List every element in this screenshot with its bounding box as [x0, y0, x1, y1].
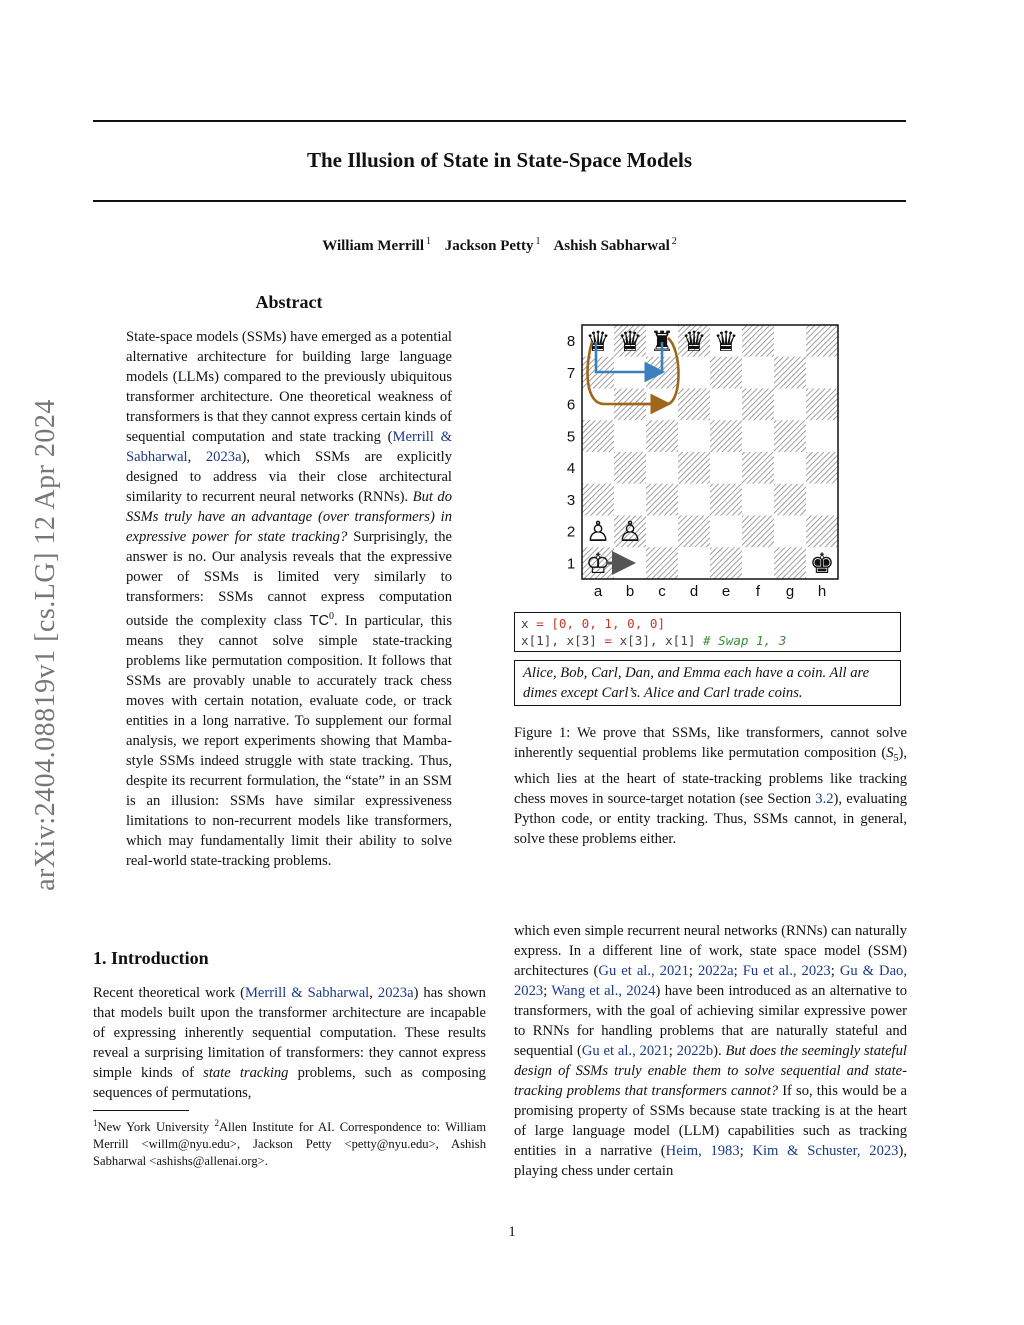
black-queen-b8: ♛ — [617, 325, 643, 358]
board-square — [742, 452, 774, 484]
board-square — [774, 325, 806, 357]
board-square — [774, 452, 806, 484]
board-square — [646, 452, 678, 484]
file-label: c — [658, 583, 666, 600]
board-square — [774, 420, 806, 452]
black-queen-a8: ♛ — [585, 325, 611, 358]
board-square — [742, 389, 774, 421]
section-heading: 1. Introduction — [93, 948, 209, 968]
black-queen-d8: ♛ — [681, 325, 707, 358]
board-square — [806, 389, 838, 421]
file-label: f — [755, 583, 761, 600]
file-label: g — [785, 583, 795, 600]
author-affiliation: 1 — [535, 236, 541, 247]
board-square — [774, 357, 806, 389]
rank-label: 6 — [566, 396, 576, 414]
intro-right-column: which even simple recurrent neural networks (RNNs) can naturally express. In a different line of work, state space model (SSM) architectures (Gu et al., 2021; 2022a; Fu et al., 2023; Gu & Dao, 2023; Wang et al., 2024) have been introduced as an alternative to transformers, with the goal of achieving similar expressive power to RNNs for handling problems that are naturally stateful and sequential (Gu et al., 2021; 2022b). But does the seemingly stateful design of SSMs truly enable them to solve sequential and state-tracking problems that transformers cannot? If so, this would be a promising property of SSMs because state tracking is at the heart of large language model (LLM) capabilities such as tracking entities in a narrative (Heim, 1983; Kim & Schuster, 2023), playing chess under certain — [514, 923, 907, 1179]
citation-link[interactable]: Merrill & Sabharwal — [126, 429, 452, 465]
file-labels — [594, 583, 826, 600]
citation-link[interactable]: 2023a — [205, 449, 242, 465]
board-square — [806, 516, 838, 548]
rank-label: 7 — [566, 364, 576, 382]
citation-link[interactable]: Merrill & Sabharwal — [244, 985, 370, 1001]
author-affiliation: 2 — [671, 236, 677, 247]
white-pawn-b2: ♙ — [617, 515, 643, 548]
author-affiliation: 1 — [426, 236, 432, 247]
author-name: Ashish Sabharwal — [553, 238, 670, 254]
board-square — [614, 420, 646, 452]
abstract-body: State-space models (SSMs) have emerged as a potential alternative architecture for building large language models (LLMs) compared to the previously ubiquitous transformer architecture. One theoretical weakness of transformers is that they cannot express certain kinds of sequential computation and state tracking (Merrill & Sabharwal, 2023a), which SSMs are explicitly designed to address via their close architectural similarity to recurrent neural networks (RNNs). But do SSMs truly have an advantage (over transformers) in expressive power for state tracking? Surprisingly, the answer is no. Our analysis reveals that the expressive power of SSMs is limited very similarly to transformers: SSMs cannot express computation outside the complexity class $TC^0$. In particular, this means they cannot solve simple state-tracking problems like permutation composition. It follows that SSMs are provably unable to accurately track chess moves with certain notation, evaluate code, or track entities in a long narrative. To supplement our formal analysis, we report experiments showing that Mamba-style SSMs indeed struggle with state tracking. Thus, despite its recurrent formulation, the “state” in an SSM is an illusion: SSMs have similar expressiveness limitations to non-recurrent models like transformers, which may fundamentally limit their ability to solve real-world state-tracking problems. — [126, 329, 452, 869]
intro-left-column: Recent theoretical work (Merrill & Sabharwal, 2023a) has shown that models built upon the transformer architecture are incapable of expressing inherently sequential computation. These results reveal a surprising limitation of transformers: they cannot express simple kinds of state tracking problems, such as composing sequences of permutations, — [93, 985, 486, 1101]
board-square — [710, 420, 742, 452]
citation-link[interactable]: Fu et al., 2023 — [742, 963, 831, 979]
rank-label: 2 — [566, 523, 576, 541]
board-square — [582, 420, 614, 452]
board-square — [806, 357, 838, 389]
board-square — [710, 547, 742, 579]
complexity-class: TC — [309, 612, 329, 629]
file-label: b — [625, 583, 635, 600]
board-square — [806, 420, 838, 452]
chess-board-svg — [548, 320, 848, 610]
board-square — [806, 452, 838, 484]
board-square — [678, 357, 710, 389]
rank-label: 3 — [566, 491, 576, 509]
author-name: William Merrill — [322, 238, 425, 254]
citation-link[interactable]: Kim & Schuster, 2023 — [752, 1143, 899, 1159]
footnote-rule — [93, 1110, 189, 1111]
page-number: 1 — [508, 1224, 516, 1240]
code-line: x[1], x[3] = x[3], x[1] # Swap 1, 3 — [521, 633, 787, 648]
footnote: $^1$New York University $^2$Allen Institute for AI. Correspondence to: William Merrill <willm@nyu.edu>, Jackson Petty <petty@nyu.edu>, Ashish Sabharwal <ashishs@allenai.org>. — [93, 1118, 486, 1168]
board-square — [742, 325, 774, 357]
rank-label: 1 — [566, 555, 576, 573]
citation-link[interactable]: Heim, 1983 — [665, 1143, 740, 1159]
citation-link[interactable]: Gu & Dao, 2023 — [514, 963, 907, 999]
board-square — [614, 484, 646, 516]
board-square — [742, 547, 774, 579]
author-list — [93, 236, 906, 255]
board-square — [678, 516, 710, 548]
code-snippet — [514, 612, 901, 652]
board-square — [742, 357, 774, 389]
board-square — [646, 516, 678, 548]
board-square — [742, 484, 774, 516]
black-king-h1: ♚ — [809, 547, 835, 580]
board-square — [710, 484, 742, 516]
citation-link[interactable]: 2022b — [676, 1043, 714, 1059]
board-square — [806, 325, 838, 357]
citation-link[interactable]: Wang et al., 2024 — [551, 983, 656, 999]
title-rule-bottom — [93, 200, 906, 202]
chess-board-figure — [548, 320, 848, 610]
section-ref-link[interactable]: 3.2 — [815, 790, 834, 807]
board-square — [710, 389, 742, 421]
research-question: But do SSMs truly have an advantage (over transformers) in expressive power for state tracking? — [126, 489, 452, 545]
figure-caption: Figure 1: We prove that SSMs, like transformers, cannot solve inherently sequential problems like permutation composition $(S_5)$, which lies at the heart of state-tracking problems like tracking chess moves in source-target notation (see Section 3.2), evaluating Python code, or entity tracking. Thus, SSMs cannot, in general, solve these problems either. — [514, 725, 907, 847]
board-square — [710, 452, 742, 484]
board-square — [582, 452, 614, 484]
abstract-heading: Abstract — [255, 292, 323, 312]
white-pawn-a2: ♙ — [585, 515, 611, 548]
board-square — [710, 357, 742, 389]
author-name: Jackson Petty — [444, 238, 534, 254]
research-question: But does the seemingly stateful design of SSMs truly enable them to solve sequential and state-tracking problems that transformers cannot? — [514, 1043, 907, 1099]
citation-link[interactable]: 2022a — [697, 963, 734, 979]
code-line: x = [0, 0, 1, 0, 0] — [521, 616, 666, 631]
board-square — [774, 516, 806, 548]
board-square — [678, 452, 710, 484]
file-label: e — [721, 583, 731, 600]
board-square — [774, 547, 806, 579]
paper-title: The Illusion of State in State-Space Models — [306, 148, 692, 172]
board-square — [646, 484, 678, 516]
title-rule-top — [93, 120, 906, 122]
black-rook-c8: ♜ — [649, 325, 675, 358]
file-label: d — [689, 583, 699, 600]
rank-label: 4 — [566, 460, 576, 477]
board-square — [646, 420, 678, 452]
board-square — [742, 516, 774, 548]
citation-link[interactable]: Gu et al., 2021 — [581, 1043, 669, 1059]
board-square — [774, 484, 806, 516]
board-square — [678, 484, 710, 516]
entity-tracking-story: Alice, Bob, Carl, Dan, and Emma each have a coin. All are dimes except Carl’s. Alice and Carl trade coins. — [514, 660, 901, 706]
black-queen-e8: ♛ — [713, 325, 739, 358]
board-square — [678, 420, 710, 452]
citation-link[interactable]: 2023a — [377, 985, 414, 1001]
board-square — [806, 484, 838, 516]
rank-label: 5 — [566, 428, 576, 446]
board-square — [614, 452, 646, 484]
file-label: h — [817, 583, 827, 600]
white-king-a1: ♔ — [585, 547, 611, 580]
board-square — [742, 420, 774, 452]
citation-link[interactable]: Gu et al., 2021 — [598, 963, 689, 979]
board-square — [678, 389, 710, 421]
file-label: a — [593, 583, 603, 600]
board-square — [646, 547, 678, 579]
board-square — [582, 484, 614, 516]
board-square — [774, 389, 806, 421]
board-square — [710, 516, 742, 548]
arxiv-identifier: arXiv:2404.08819v1 [cs.LG] 12 Apr 2024 — [30, 399, 61, 891]
rank-label: 8 — [566, 333, 576, 350]
board-square — [678, 547, 710, 579]
rank-labels — [567, 333, 575, 572]
